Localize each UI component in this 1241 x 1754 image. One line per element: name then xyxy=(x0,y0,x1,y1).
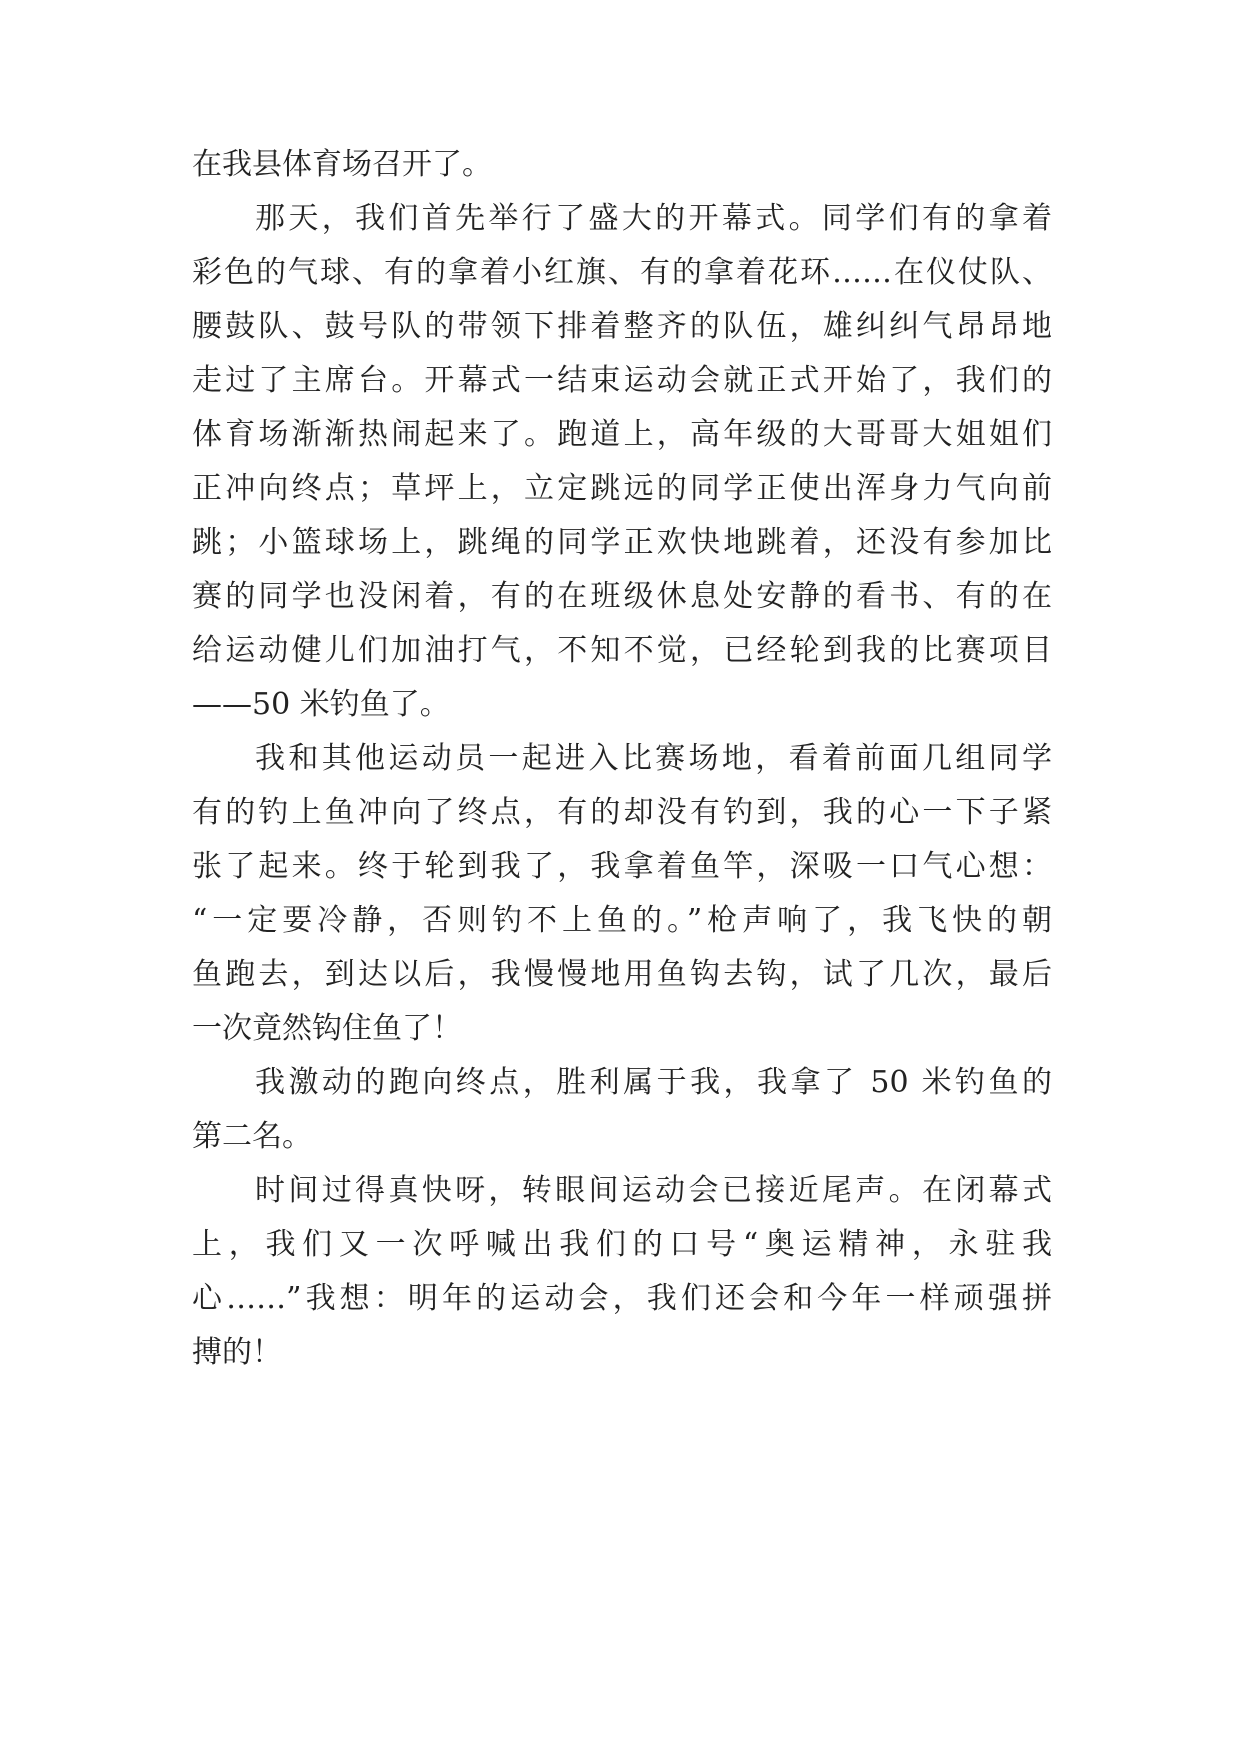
text-line: 心……”我想：明年的运动会，我们还会和今年一样顽强拼 xyxy=(192,1281,1052,1316)
text-line: 赛的同学也没闲着，有的在班级休息处安静的看书、有的在 xyxy=(192,579,1052,614)
text-line: 给运动健儿们加油打气，不知不觉，已经轮到我的比赛项目 xyxy=(192,633,1052,668)
text-line: 走过了主席台。开幕式一结束运动会就正式开始了，我们的 xyxy=(192,363,1052,398)
text-line: 一次竟然钩住鱼了！ xyxy=(192,1011,462,1046)
text-line: ——50 米钓鱼了。 xyxy=(192,687,450,722)
text-line: 彩色的气球、有的拿着小红旗、有的拿着花环……在仪仗队、 xyxy=(192,255,1052,290)
text-line: 在我县体育场召开了。 xyxy=(192,147,492,182)
text-line: 有的钓上鱼冲向了终点，有的却没有钓到，我的心一下子紧 xyxy=(192,795,1052,830)
text-line: 鱼跑去，到达以后，我慢慢地用鱼钩去钩，试了几次，最后 xyxy=(192,957,1052,992)
text-line: 正冲向终点；草坪上，立定跳远的同学正使出浑身力气向前 xyxy=(192,471,1052,506)
text-line: 那天，我们首先举行了盛大的开幕式。同学们有的拿着 xyxy=(255,201,1052,236)
text-line: 跳；小篮球场上，跳绳的同学正欢快地跳着，还没有参加比 xyxy=(192,525,1052,560)
text-line: 张了起来。终于轮到我了，我拿着鱼竿，深吸一口气心想： xyxy=(192,849,1052,884)
text-line: 上，我们又一次呼喊出我们的口号“奥运精神，永驻我 xyxy=(192,1227,1052,1262)
text-line: “一定要冷静，否则钓不上鱼的。”枪声响了，我飞快的朝 xyxy=(192,903,1052,938)
text-line: 我激动的跑向终点，胜利属于我，我拿了 50 米钓鱼的 xyxy=(255,1065,1052,1100)
text-line: 搏的！ xyxy=(192,1335,282,1370)
text-line: 时间过得真快呀，转眼间运动会已接近尾声。在闭幕式 xyxy=(255,1173,1052,1208)
text-line: 体育场渐渐热闹起来了。跑道上，高年级的大哥哥大姐姐们 xyxy=(192,417,1052,452)
text-line: 第二名。 xyxy=(192,1119,312,1154)
text-line: 腰鼓队、鼓号队的带领下排着整齐的队伍，雄纠纠气昂昂地 xyxy=(192,309,1052,344)
text-line: 我和其他运动员一起进入比赛场地，看着前面几组同学 xyxy=(255,741,1052,776)
